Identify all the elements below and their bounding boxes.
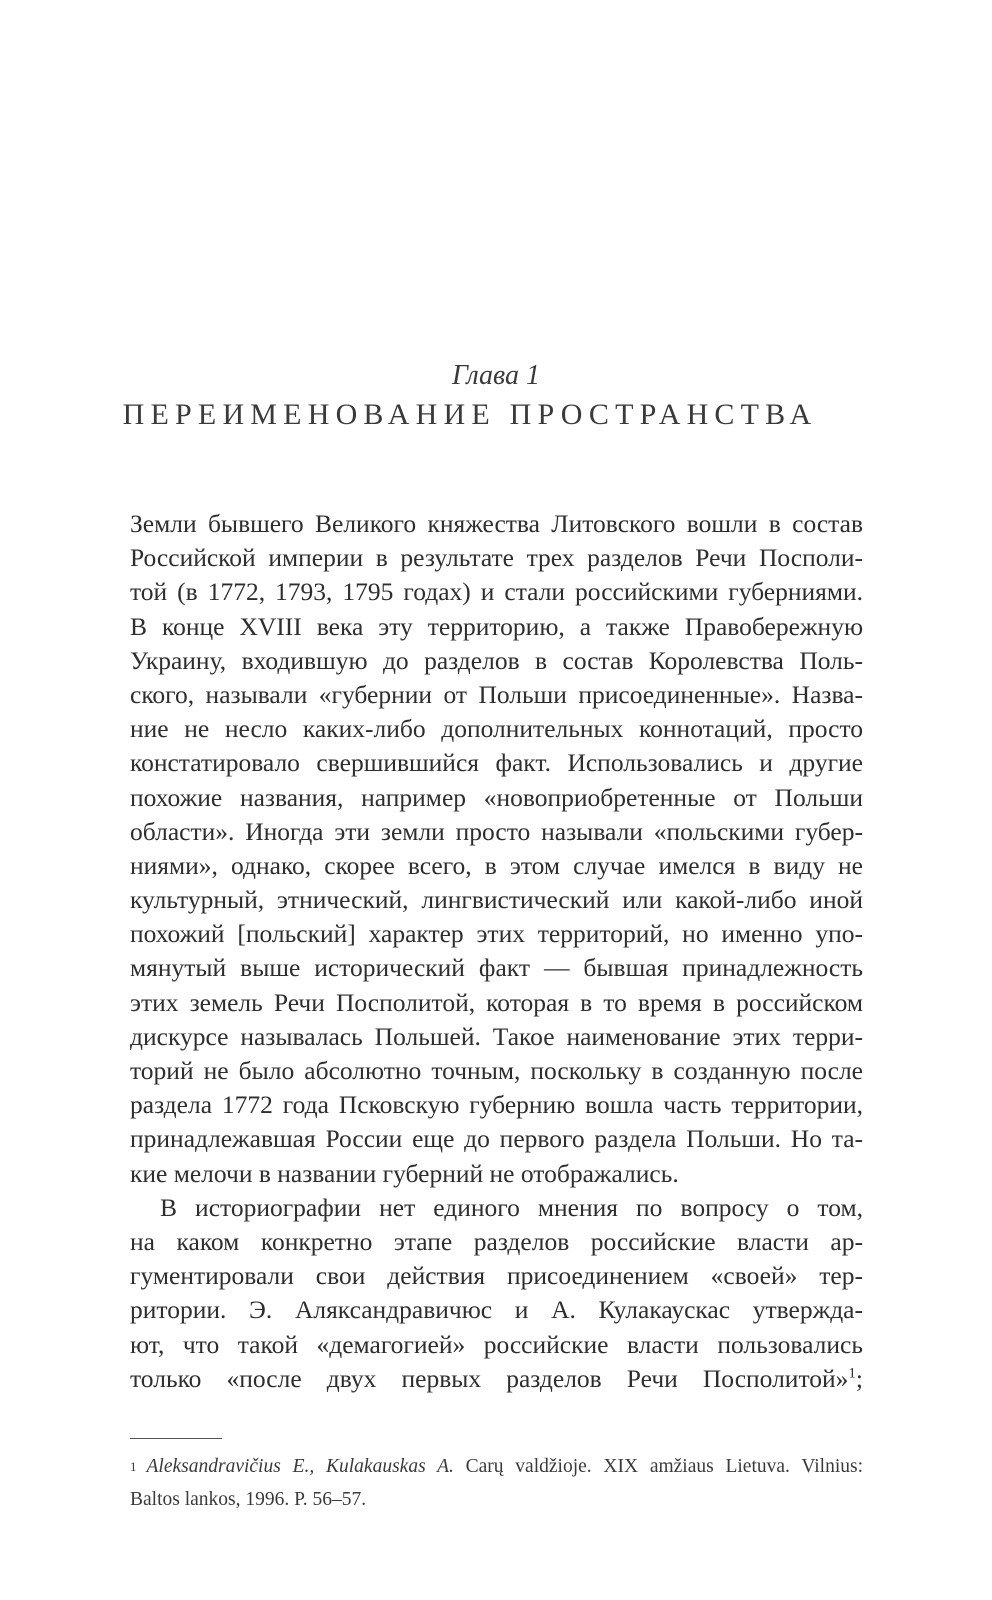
text-line: области». Иногда эти земли просто называли «польскими губер- — [130, 816, 863, 846]
text-line: ют, что такой «демагогией» российские власти пользовались — [130, 1329, 863, 1359]
footnote-divider — [130, 1438, 222, 1439]
line-text: только «после двух первых разделов Речи Посполитой» — [130, 1363, 849, 1393]
text-line: ние не несло каких-либо дополнительных коннотаций, просто — [130, 714, 863, 744]
text-line: на каком конкретно этапе разделов российские власти ар- — [130, 1226, 863, 1256]
text-line: этих земель Речи Посполитой, которая в то время в российском — [130, 987, 863, 1017]
chapter-title: ПЕРЕИМЕНОВАНИЕ ПРОСТРАНСТВА — [122, 398, 818, 431]
text-line: ниями», однако, скорее всего, в этом случае имелся в виду не — [130, 850, 863, 880]
text-line: похожий [польский] характер этих территорий, но именно упо- — [130, 919, 863, 949]
text-line: культурный, этнический, лингвистический или какой-либо иной — [130, 885, 863, 915]
footnote — [130, 1450, 863, 1516]
text-line: кие мелочи в названии губерний не отображались. — [130, 1158, 679, 1188]
text-line: Российской империи в результате трех разделов Речи Посполи- — [130, 543, 863, 573]
text-line — [130, 1362, 863, 1396]
text-line: похожие названия, например «новоприобретенные от Польши — [130, 782, 863, 812]
text-line: Украину, входившую до разделов в состав Королевства Поль- — [130, 645, 863, 675]
text-line: гументировали свои действия присоединением «своей» тер- — [130, 1261, 863, 1291]
footnote-ref[interactable]: 1 — [848, 1365, 856, 1382]
text-line: торий не было абсолютно точным, поскольку в созданную после — [130, 1056, 863, 1085]
text-line: дискурсе называлась Польшей. Такое наименование этих терри- — [130, 1021, 863, 1051]
body-text — [130, 507, 863, 1396]
line-tail: ; — [855, 1363, 863, 1393]
footnote-authors: Aleksandravičius E., Kulakauskas A. — [146, 1456, 454, 1477]
chapter-label: Глава 1 — [452, 360, 540, 391]
text-line: раздела 1772 года Псковскую губернию вошла часть территории, — [130, 1090, 863, 1120]
footnote-mark: 1 — [130, 1459, 137, 1474]
text-line: ского, называли «губернии от Польши присоединенные». Назва- — [130, 679, 863, 709]
text-line: В историографии нет единого мнения по вопросу о том, — [160, 1192, 863, 1222]
text-line: принадлежавшая России еще до первого раздела Польши. Но та- — [130, 1124, 863, 1154]
text-line: В конце XVIII века эту территорию, а также Правобережную — [130, 611, 863, 641]
footnote-text: Carų valdžioje. XIX amžiaus Lietuva. Vilnius: — [453, 1456, 863, 1477]
text-line: ритории. Э. Аляксандравичюс и А. Кулакаускас утвержда- — [130, 1295, 863, 1325]
text-line: Земли бывшего Великого княжества Литовского вошли в состав — [130, 509, 863, 538]
text-line: констатировало свершившийся факт. Использовались и другие — [130, 748, 863, 778]
text-line: той (в 1772, 1793, 1795 годах) и стали российскими губерниями. — [130, 577, 863, 607]
footnote-text-cont: Baltos lankos, 1996. P. 56–57. — [130, 1489, 367, 1510]
text-line: мянутый выше исторический факт — бывшая принадлежность — [130, 953, 863, 983]
